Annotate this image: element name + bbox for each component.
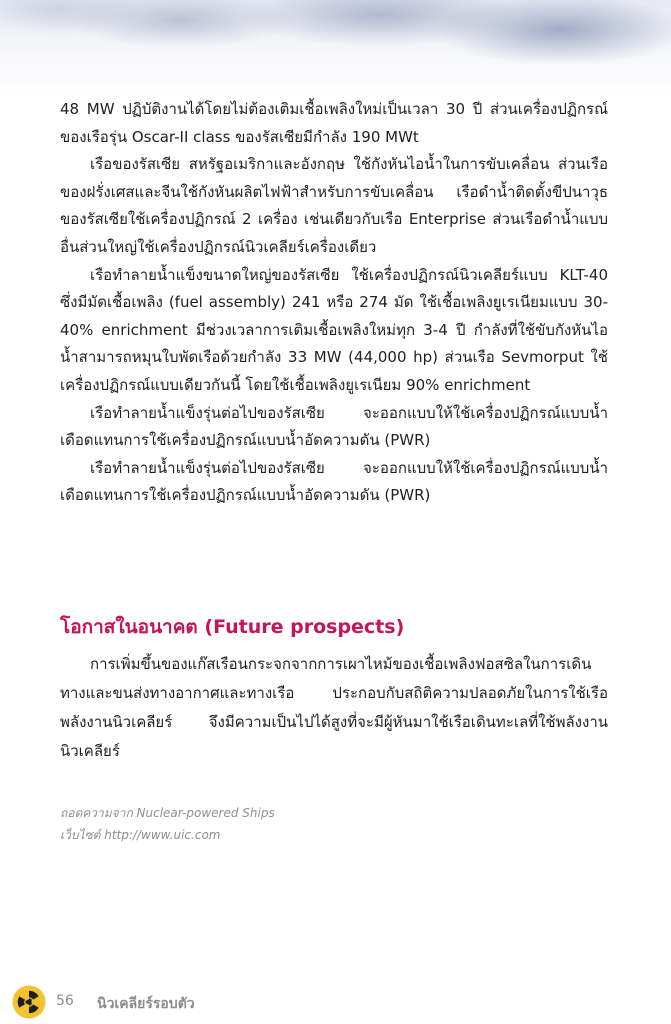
paragraph-4: เรือทำลายน้ำแข็งรุ่นต่อไปของรัสเซีย จะออกแบบให้ใช้เครื่องปฏิกรณ์แบบน้ำเดือดแทนการใช้เครื่องปฏิกรณ์แบบน้ำอัดความดัน (PWR): [60, 403, 608, 450]
page-footer: [12, 985, 312, 1021]
section-text: [60, 650, 608, 766]
credits: [60, 802, 275, 846]
paragraph-1: 48 MW ปฏิบัติงานได้โดยไม่ต้องเติมเชื้อเพลิงใหม่เป็นเวลา 30 ปี ส่วนเครื่องปฏิกรณ์ของเรือรุ่น Oscar-II class ของรัสเซียมีกำลัง 190 MWt: [60, 100, 608, 146]
radiation-trefoil-icon: [12, 985, 46, 1019]
section-paragraph: การเพิ่มขึ้นของแก๊สเรือนกระจกจากการเผาไหม้ของเชื้อเพลิงฟอสซิลในการเดินทางและขนส่งทางอากาศและทางเรือ ประกอบกับสถิติความปลอดภัยในการใช้เรือพลังงานนิวเคลียร์ จึงมีความเป็นไปได้สูงที่จะมีผู้หันมาใช้เรือเดินทะเลที่ใช้พลังงานนิวเคลียร์: [60, 655, 608, 760]
paragraph-2: เรือของรัสเซีย สหรัฐอเมริกาและอังกฤษ ใช้กังหันไอน้ำในการขับเคลื่อน ส่วนเรือของฝรั่งเศสและจีนใช้กังหันผลิตไฟฟ้าสำหรับการขับเคลื่อน เรือดำน้ำติดตั้งขีปนาวุธของรัสเซียใช้เครื่องปฏิกรณ์ 2 เครื่อง เช่นเดียวกับเรือ Enterprise ส่วนเรือดำน้ำแบบอื่นส่วนใหญ่ใช้เครื่องปฏิกรณ์นิวเคลียร์เครื่องเดียว: [60, 155, 608, 256]
page-number: 56: [56, 993, 74, 1009]
book-title: นิวเคลียร์รอบตัว: [97, 996, 195, 1012]
credit-source: ถอดความจาก Nuclear-powered Ships: [60, 806, 275, 820]
paragraph-3: เรือทำลายน้ำแข็งขนาดใหญ่ของรัสเซีย ใช้เครื่องปฏิกรณ์นิวเคลียร์แบบ KLT-40 ซึ่งมีมัดเชื้อเพลิง (fuel assembly) 241 หรือ 274 มัด ใช้เชื้อเพลิงยูเรเนียมแบบ 30-40% enrichment มีช่วงเวลาการเติมเชื้อเพลิงใหม่ทุก 3-4 ปี กำลังที่ใช้ขับกังหันไอน้ำสามารถหมุนใบพัดเรือด้วยกำลัง 33 MW (44,000 hp) ส่วนเรือ Sevmorput ใช้เครื่องปฏิกรณ์แบบเดียวกันนี้ โดยใช้เชื้อเพลิงยูเรเนียม 90% enrichment: [60, 265, 608, 394]
main-text: [60, 96, 608, 510]
credit-website: เว็บไซต์ http://www.uic.com: [60, 828, 221, 842]
sky-header-image: [0, 0, 671, 95]
paragraph-5: เรือทำลายน้ำแข็งรุ่นต่อไปของรัสเซีย จะออกแบบให้ใช้เครื่องปฏิกรณ์แบบน้ำเดือดแทนการใช้เครื่องปฏิกรณ์แบบน้ำอัดความดัน (PWR): [60, 458, 608, 505]
section-heading: โอกาสในอนาคต (Future prospects): [60, 616, 405, 638]
